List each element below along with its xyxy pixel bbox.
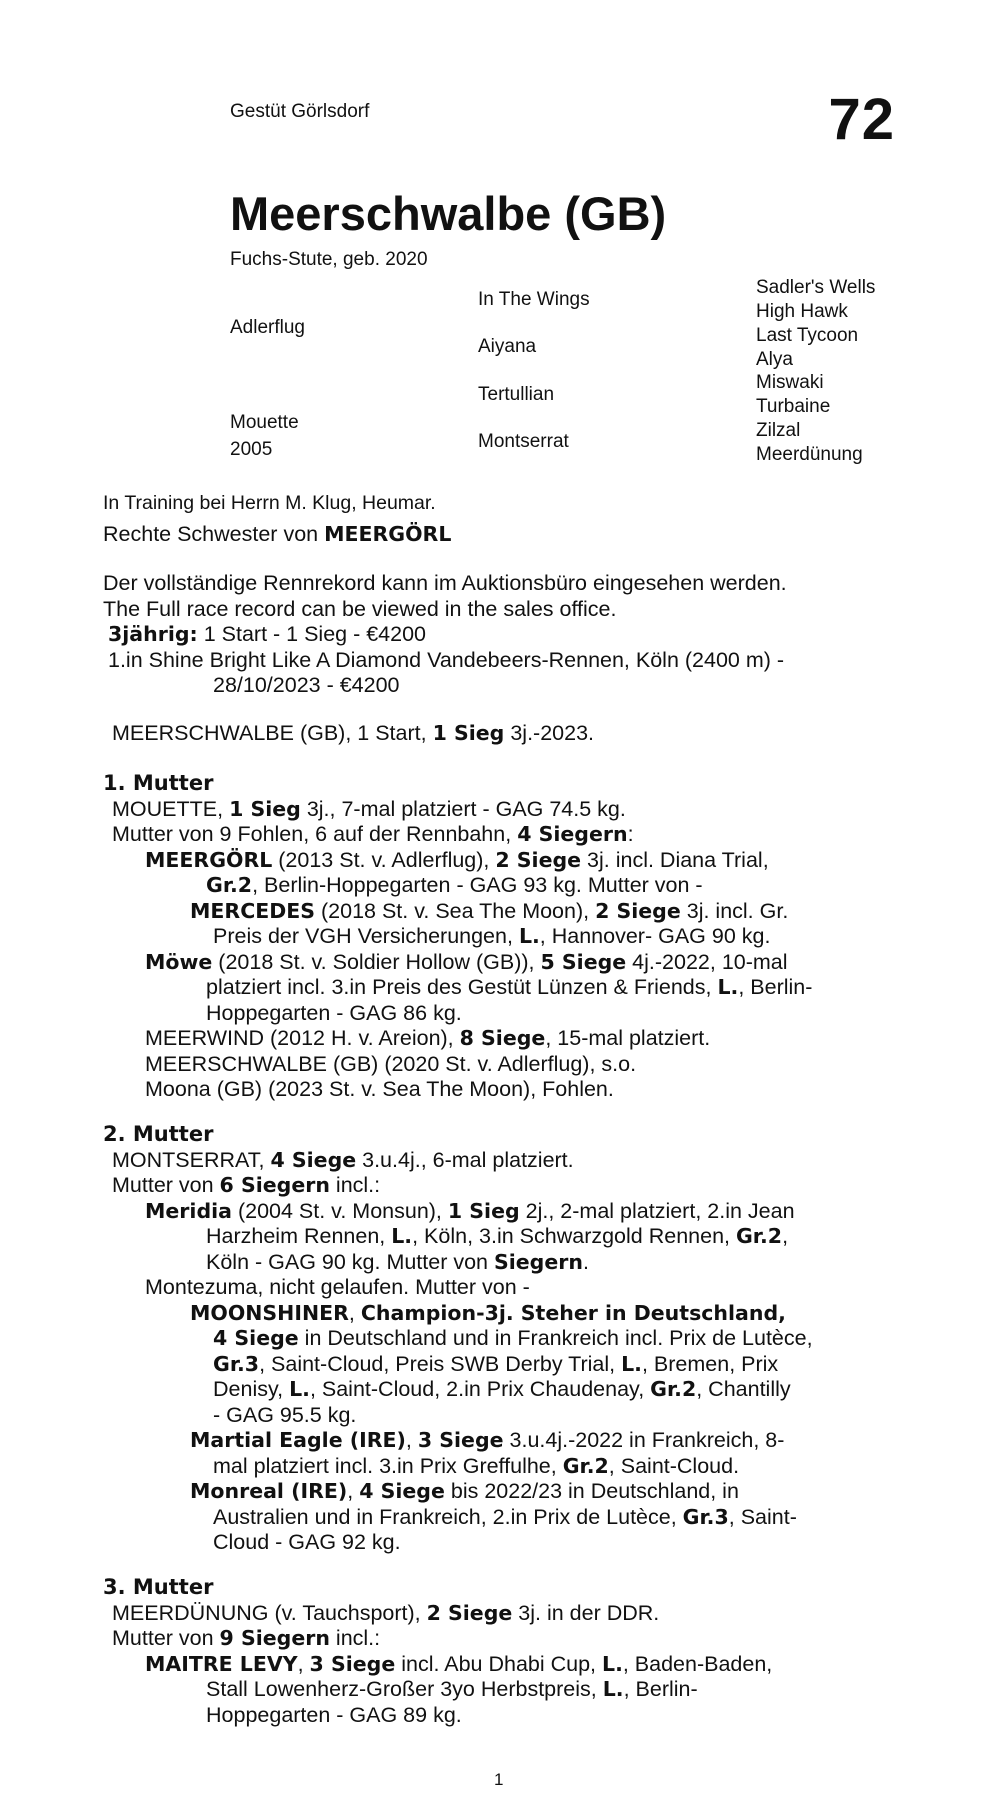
pedigree-gen3: Last Tycoon — [756, 325, 859, 346]
page-number: 1 — [494, 1770, 504, 1789]
record-note-en: The Full race record can be viewed in the sales office. — [103, 596, 617, 621]
dam3-produce: Mutter von 9 Siegern incl.: — [112, 1626, 381, 1650]
dam2-heading: 2. Mutter — [103, 1122, 214, 1146]
pedigree-gen2: Aiyana — [478, 336, 537, 357]
horse-name: Meerschwalbe (GB) — [230, 187, 667, 240]
career-summary: MEERSCHWALBE (GB), 1 Start, 1 Sieg 3j.-2023. — [112, 721, 595, 745]
pedigree-gen2: Tertullian — [478, 384, 555, 405]
dam1-heading: 1. Mutter — [103, 771, 214, 795]
sibling-note: Rechte Schwester von MEERGÖRL — [103, 522, 452, 546]
pedigree-gen3: High Hawk — [756, 301, 848, 322]
list-item: Möwe (2018 St. v. Soldier Hollow (GB)), 5 Siege 4j.-2022, 10-mal platziert incl. 3.in Preis des Gestüt Lünzen & Friends, L., Berlin- Hoppegarten - GAG 86 kg. — [145, 949, 813, 1025]
list-item: MEERGÖRL (2013 St. v. Adlerflug), 2 Siege 3j. incl. Diana Trial, Gr.2, Berlin-Hoppegarten - GAG 93 kg. Mutter von - — [145, 847, 769, 897]
dam3-section — [103, 1575, 898, 1728]
record-note-de: Der vollständige Rennrekord kann im Auktionsbüro eingesehen werden. — [103, 571, 787, 595]
list-item: MOONSHINER, Champion-3j. Steher in Deutschland, 4 Siege in Deutschland und in Frankreich incl. Prix de Lutèce, Gr.3, Saint-Cloud, Preis SWB Derby Trial, L., Bremen, Prix Denisy, L., Saint-Cloud, 2.in Prix Chaudenay, Gr.2, Chantilly - GAG 95.5 kg. — [190, 1300, 813, 1427]
pedigree-gen3: Zilzal — [756, 420, 801, 441]
dam1-section — [103, 771, 898, 1103]
list-item: MERCEDES (2018 St. v. Sea The Moon), 2 Siege 3j. incl. Gr. Preis der VGH Versicherungen, L., Hannover- GAG 90 kg. — [190, 898, 789, 948]
list-item: Meridia (2004 St. v. Monsun), 1 Sieg 2j., 2-mal platziert, 2.in Jean Harzheim Rennen, L., Köln, 3.in Schwarzgold Rennen, Gr.2, Köln - GAG 90 kg. Mutter von Siegern. — [145, 1198, 795, 1274]
sibling-name: MEERGÖRL — [324, 522, 452, 546]
dam1-produce: Mutter von 9 Fohlen, 6 auf der Rennbahn, 4 Siegern: — [112, 822, 634, 846]
pedigree-gen3: Sadler's Wells — [756, 277, 876, 298]
pedigree-gen3: Miswaki — [756, 372, 824, 393]
list-item: MAITRE LEVY, 3 Siege incl. Abu Dhabi Cup, L., Baden-Baden, Stall Lowenherz-Großer 3yo Herbstpreis, L., Berlin- Hoppegarten - GAG 89 kg. — [145, 1651, 773, 1727]
dam1-line: MOUETTE, 1 Sieg 3j., 7-mal platziert - GAG 74.5 kg. — [112, 796, 626, 821]
pedigree-gen3: Turbaine — [756, 396, 831, 417]
list-item: Monreal (IRE), 4 Siege bis 2022/23 in Deutschland, in Australien und in Frankreich, 2.in Prix de Lutèce, Gr.3, Saint- Cloud - GAG 92 kg. — [190, 1479, 797, 1554]
race-win-date: 28/10/2023 - €4200 — [213, 673, 400, 697]
dam2-section — [103, 1122, 898, 1556]
list-item: Moona (GB) (2023 St. v. Sea The Moon), Fohlen. — [145, 1077, 614, 1101]
list-item: Martial Eagle (IRE), 3 Siege 3.u.4j.-2022 in Frankreich, 8- mal platziert incl. 3.in Prix Greffulhe, Gr.2, Saint-Cloud. — [190, 1428, 785, 1478]
training-note: In Training bei Herrn M. Klug, Heumar. — [103, 492, 436, 514]
horse-description: Fuchs-Stute, geb. 2020 — [230, 249, 428, 270]
pedigree-dam: Mouette — [230, 412, 299, 433]
pedigree-gen2: In The Wings — [478, 289, 590, 310]
dam2-line: MONTSERRAT, 4 Siege 3.u.4j., 6-mal platziert. — [112, 1147, 574, 1172]
lot-number: 72 — [828, 87, 895, 152]
pedigree-sire: Adlerflug — [230, 317, 305, 338]
race-win: 1.in Shine Bright Like A Diamond Vandebeers-Rennen, Köln (2400 m) - — [108, 647, 785, 672]
pedigree-gen2: Montserrat — [478, 431, 569, 452]
race-record — [103, 571, 898, 699]
dam3-line: MEERDÜNUNG (v. Tauchsport), 2 Siege 3j. in der DDR. — [112, 1600, 660, 1625]
race-summary: 3jährig: 1 Start - 1 Sieg - €4200 — [108, 622, 427, 646]
pedigree-gen3: Meerdünung — [756, 444, 863, 465]
dam2-produce: Mutter von 6 Siegern incl.: — [112, 1173, 381, 1197]
pedigree-gen3: Alya — [756, 349, 793, 370]
list-item: MEERWIND (2012 H. v. Areion), 8 Siege, 15-mal platziert. — [145, 1026, 711, 1050]
breeder-name: Gestüt Görlsdorf — [230, 101, 370, 122]
list-item: Montezuma, nicht gelaufen. Mutter von - — [145, 1275, 530, 1299]
pedigree-dam-year: 2005 — [230, 439, 273, 460]
dam3-heading: 3. Mutter — [103, 1575, 214, 1599]
list-item: MEERSCHWALBE (GB) (2020 St. v. Adlerflug), s.o. — [145, 1051, 637, 1076]
